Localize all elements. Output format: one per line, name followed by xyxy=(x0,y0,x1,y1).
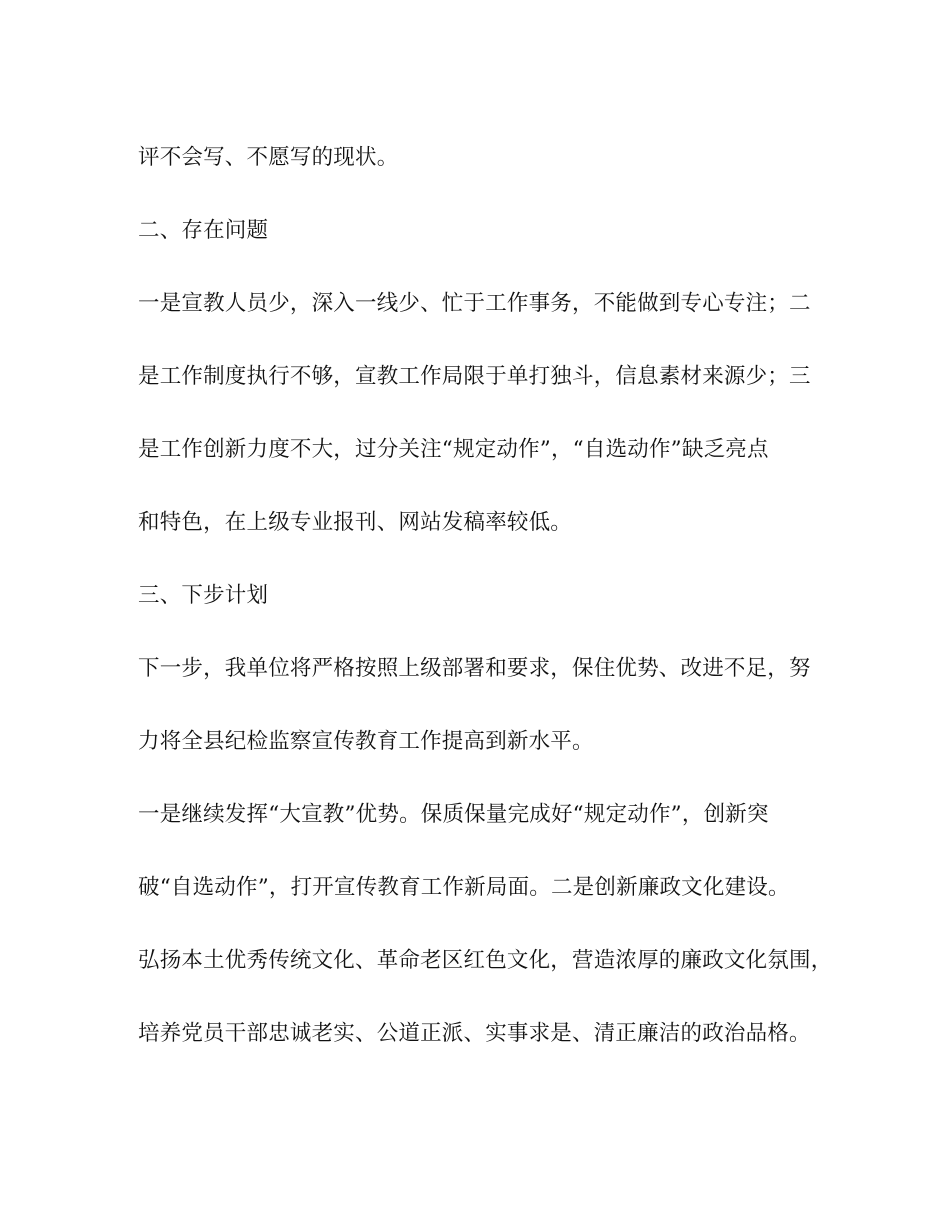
text-line: 一是宣教人员少，深入一线少、忙于工作事务，不能做到专心专注；二 xyxy=(138,291,811,316)
text-line: 一是继续发挥“大宣教”优势。保质保量完成好“规定动作”，创新突 xyxy=(138,802,769,827)
text-line: 破“自选动作”，打开宣传教育工作新局面。二是创新廉政文化建设。 xyxy=(138,875,790,900)
text-line: 是工作制度执行不够，宣教工作局限于单打独斗，信息素材来源少；三 xyxy=(138,364,811,389)
text-line-continuation: 评不会写、不愿写的现状。 xyxy=(138,145,399,170)
text-line: 培养党员干部忠诚老实、公道正派、实事求是、清正廉洁的政治品格。 xyxy=(138,1021,811,1046)
section-heading-problems: 二、存在问题 xyxy=(138,218,269,243)
text-line: 是工作创新力度不大，过分关注“规定动作”，“自选动作”缺乏亮点 xyxy=(138,437,769,462)
text-line: 下一步，我单位将严格按照上级部署和要求，保住优势、改进不足，努 xyxy=(138,656,811,681)
text-line: 和特色，在上级专业报刊、网站发稿率较低。 xyxy=(138,510,573,535)
section-heading-plans: 三、下步计划 xyxy=(138,583,269,608)
document-body xyxy=(138,136,838,1085)
text-line: 弘扬本土优秀传统文化、革命老区红色文化，营造浓厚的廉政文化氛围， xyxy=(138,948,833,973)
text-line: 力将全县纪检监察宣传教育工作提高到新水平。 xyxy=(138,729,594,754)
